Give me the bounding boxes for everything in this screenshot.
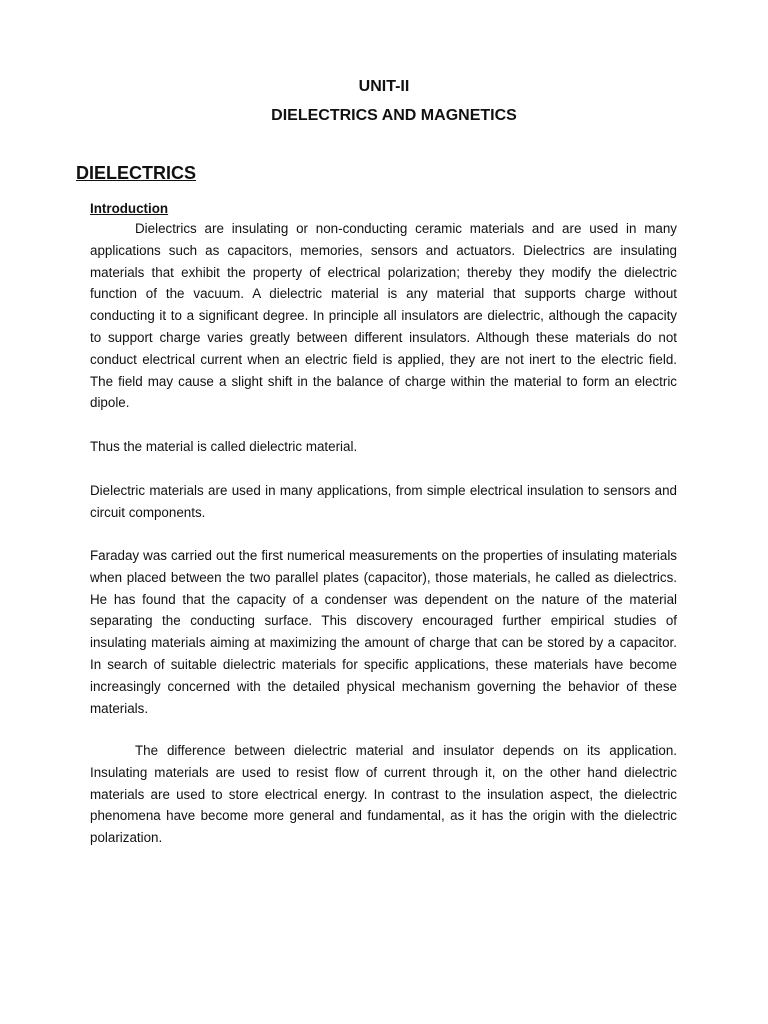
paragraph-conclusion: Thus the material is called dielectric material. — [90, 439, 358, 454]
subheading-introduction: Introduction — [90, 201, 169, 216]
paragraph-applications: Dielectric materials are used in many applications, from simple electrical insulation to sensors and circuit components. — [90, 483, 677, 520]
section-heading: DIELECTRICS — [76, 163, 197, 183]
paragraph-definition: Dielectrics are insulating or non-conducting ceramic materials and are used in many applications such as capacitors, memories, sensors and actuators. Dielectrics are insulating materials that exhibit the property of electrical polarization; thereby they modify the dielectric function of the vacuum. A dielectric material is any material that supports charge without conducting it to a significant degree. In principle all insulators are dielectric, although the capacity to support charge varies greatly between different insulators. Although these materials do not conduct electrical current when an electric field is applied, they are not inert to the electric field. The field may cause a slight shift in the balance of charge within the material to form an electric dipole. — [90, 221, 677, 411]
paragraph-difference: The difference between dielectric material and insulator depends on its application. Insulating materials are used to resist flow of current through it, on the other hand dielectric materials are used to store electrical energy. In contrast to the insulation aspect, the dielectric phenomena have become more general and fundamental, as it has the origin with the dielectric polarization. — [90, 743, 677, 846]
unit-title: UNIT-II — [358, 78, 410, 95]
paragraph-faraday: Faraday was carried out the first numerical measurements on the properties of insulating materials when placed between the two parallel plates (capacitor), those materials, he called as dielectrics. He has found that the capacity of a condenser was dependent on the nature of the material separating the conducting surface. This discovery encouraged further empirical studies of insulating materials aiming at maximizing the amount of charge that can be stored by a capacitor. In search of suitable dielectric materials for specific applications, these materials have become increasingly concerned with the detailed physical mechanism governing the behavior of these materials. — [90, 548, 677, 716]
page-title: DIELECTRICS AND MAGNETICS — [271, 107, 517, 124]
